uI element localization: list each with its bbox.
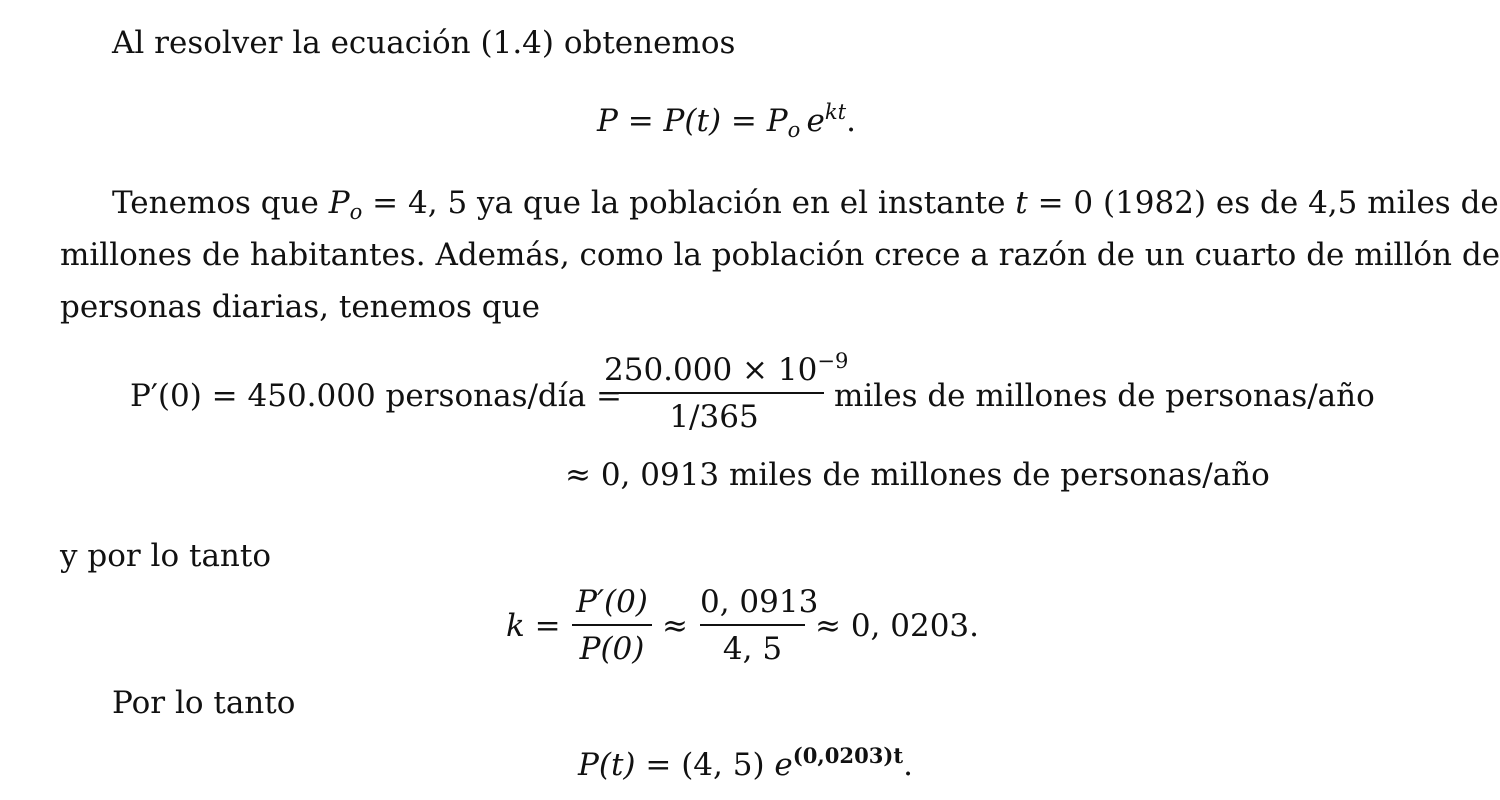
eq1-mid: P(t)	[663, 103, 722, 139]
eq1-lhs: P	[597, 103, 618, 139]
p2-line1-sub: o	[349, 198, 363, 224]
eq1-p-subscript: o	[787, 116, 801, 142]
eq4-equals: = (4, 5)	[635, 747, 775, 783]
eq2-rhs	[834, 378, 1375, 414]
eq2-denominator: 1/365	[669, 399, 759, 435]
eq3-frac1-bar	[572, 624, 652, 626]
eq3-result: ≈ 0, 0203.	[815, 608, 980, 644]
p2-line1-t: t	[1015, 185, 1028, 221]
eq3-frac2-numerator: 0, 0913	[700, 584, 819, 620]
eq1-p: P	[766, 103, 788, 139]
paragraph2-line2: millones de habitantes. Además, como la población crece a razón de un cuarto de millón de	[60, 237, 1500, 273]
eq1-equals-2: =	[721, 103, 767, 139]
p2-line1-c: = 0 (1982) es de 4,5 miles de	[1027, 185, 1499, 221]
eq3-fraction1	[572, 584, 652, 667]
eq4-exponent: (0,0203)t	[792, 743, 904, 769]
p2-line1-p: P	[328, 185, 350, 221]
eq3-frac1-numerator: P′(0)	[576, 584, 648, 620]
eq2-numerator-exp: −9	[817, 348, 849, 374]
paragraph-conclusion: Por lo tanto	[112, 685, 296, 721]
eq2-approx-text: ≈ 0, 0913 miles de millones de personas/año	[565, 457, 1270, 493]
eq2-lhs-text: P′(0) = 450.000 personas/día =	[130, 378, 622, 414]
eq1-equals-1: =	[617, 103, 664, 139]
eq3-frac2-denominator: 4, 5	[722, 631, 783, 667]
paragraph-intro	[112, 25, 736, 61]
eq2-fraction	[604, 348, 849, 435]
eq4-e: e	[774, 747, 793, 783]
paragraph2-line3: personas diarias, tenemos que	[60, 289, 540, 325]
eq1-e: e	[806, 103, 825, 139]
eq3-equals: =	[534, 608, 561, 644]
eq3-frac1-denominator: P(0)	[579, 631, 645, 667]
eq3-approx1: ≈	[662, 608, 688, 644]
eq3-frac2-bar	[700, 624, 805, 626]
paragraph2-line1	[112, 185, 1499, 224]
eq1-exponent: kt	[824, 99, 847, 125]
eq2-rhs-text: miles de millones de personas/año	[834, 378, 1375, 414]
equation-final-model	[578, 743, 913, 783]
paragraph-therefore: y por lo tanto	[60, 538, 272, 574]
eq4-lhs: P(t)	[578, 747, 636, 783]
eq1-period: .	[846, 103, 856, 139]
eq4-period: .	[903, 747, 913, 783]
eq2-fraction-bar	[604, 392, 824, 394]
eq2-approx-line	[565, 457, 1270, 493]
eq3-k-text: k	[506, 608, 525, 644]
intro-text: Al resolver la ecuación (1.4) obtenemos	[112, 25, 736, 61]
eq3-k	[506, 608, 561, 644]
eq2-lhs	[130, 378, 622, 414]
p2-line1-a: Tenemos que	[112, 185, 329, 221]
p2-line1-b: = 4, 5 ya que la población en el instante	[362, 185, 1016, 221]
eq2-numerator	[604, 348, 849, 388]
equation-exponential-model	[597, 99, 856, 142]
eq3-fraction2	[700, 584, 819, 667]
eq2-numerator-text: 250.000 × 10	[604, 352, 818, 388]
